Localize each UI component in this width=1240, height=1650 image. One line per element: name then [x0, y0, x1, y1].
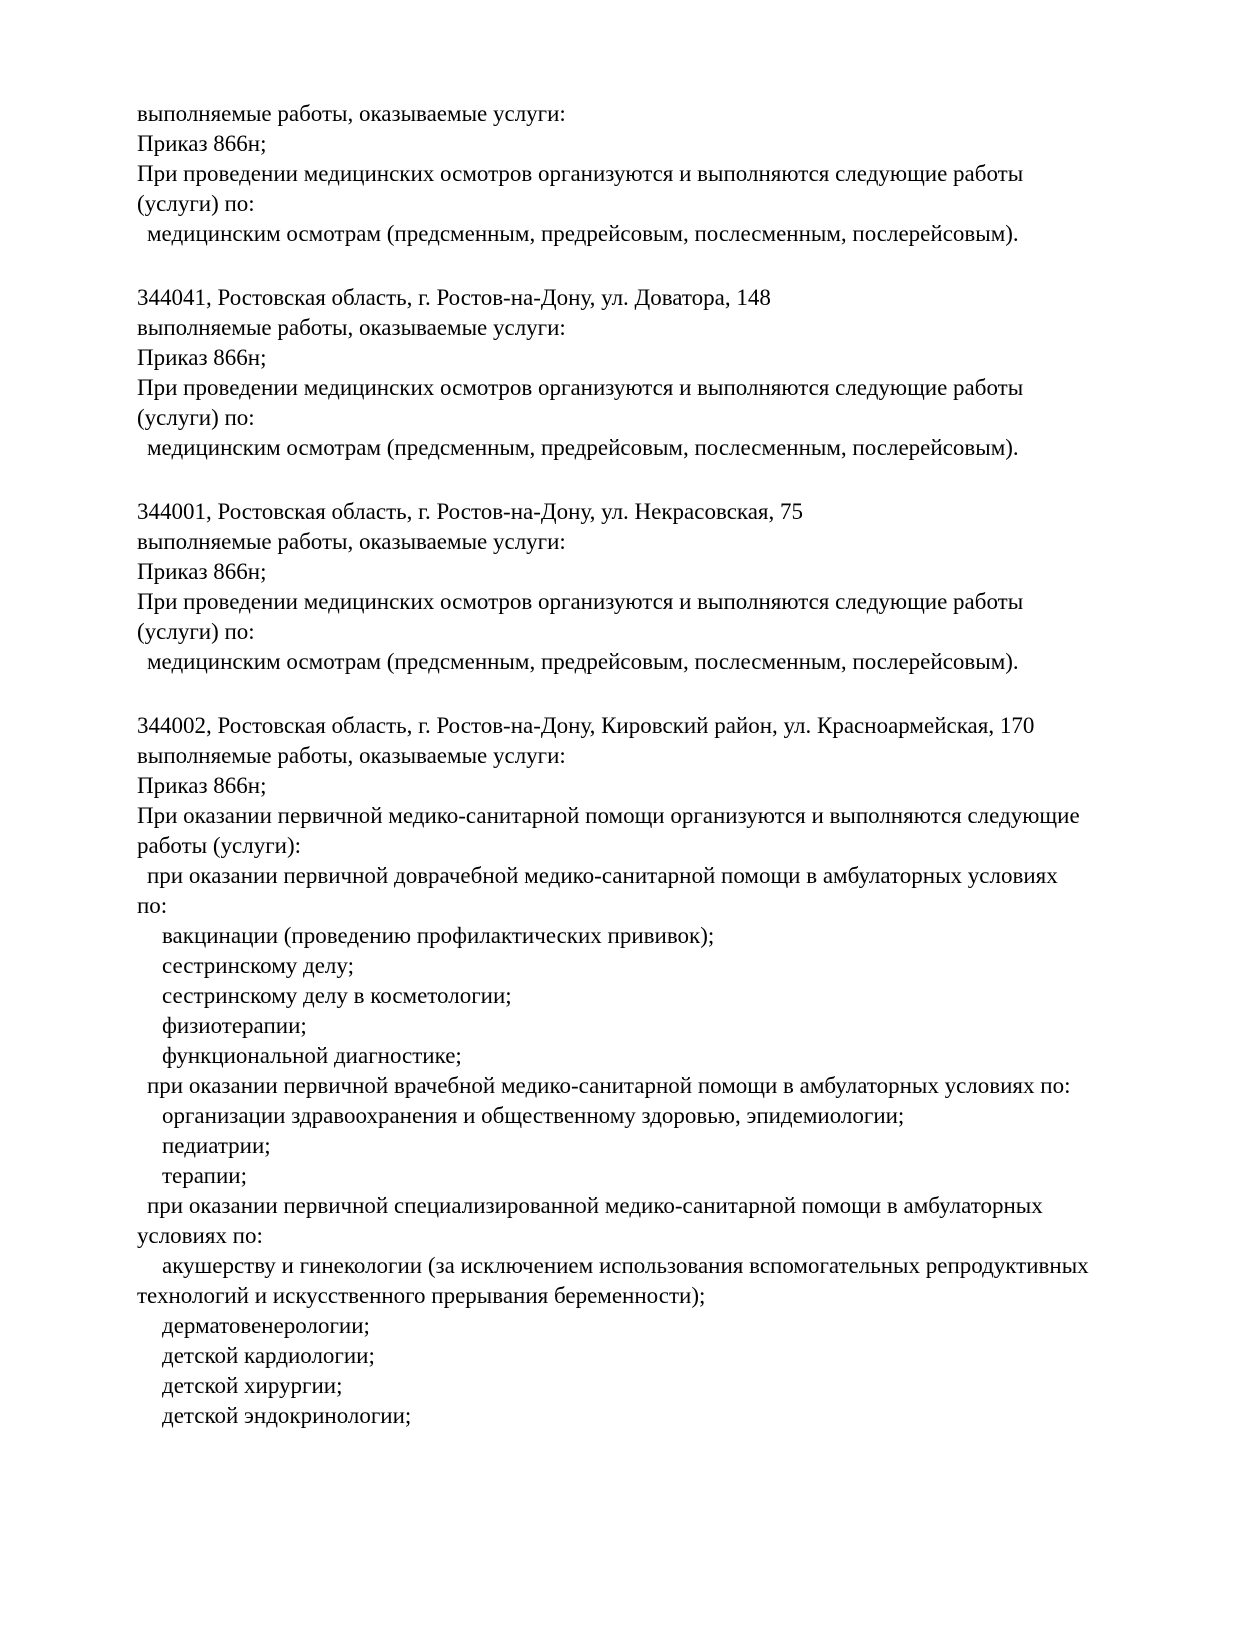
text-line: технологий и искусственного прерывания беременности); — [137, 1283, 706, 1308]
text-line: при оказании первичной доврачебной медико-санитарной помощи в амбулаторных условиях — [147, 863, 1058, 888]
text-line: при оказании первичной специализированной медико-санитарной помощи в амбулаторных — [147, 1193, 1043, 1218]
text-line: детской эндокринологии; — [162, 1403, 412, 1428]
address-line: 344041, Ростовская область, г. Ростов-на-Дону, ул. Доватора, 148 — [137, 285, 771, 310]
address-line: 344001, Ростовская область, г. Ростов-на-Дону, ул. Некрасовская, 75 — [137, 499, 804, 524]
text-line: медицинским осмотрам (предсменным, предрейсовым, послесменным, послерейсовым). — [147, 221, 1019, 246]
text-line: Приказ 866н; — [137, 131, 267, 156]
text-line: При проведении медицинских осмотров организуются и выполняются следующие работы — [137, 161, 1024, 186]
text-line: медицинским осмотрам (предсменным, предрейсовым, послесменным, послерейсовым). — [147, 649, 1019, 674]
text-line: выполняемые работы, оказываемые услуги: — [137, 529, 566, 554]
text-line: выполняемые работы, оказываемые услуги: — [137, 315, 566, 340]
text-line: терапии; — [162, 1163, 247, 1188]
text-line: (услуги) по: — [137, 405, 255, 430]
text-line: детской хирургии; — [162, 1373, 343, 1398]
document-section — [137, 283, 1197, 463]
text-line: Приказ 866н; — [137, 559, 267, 584]
text-line: Приказ 866н; — [137, 773, 267, 798]
text-line: дерматовенерологии; — [162, 1313, 370, 1338]
text-line: детской кардиологии; — [162, 1343, 375, 1368]
text-line: (услуги) по: — [137, 191, 255, 216]
text-line: Приказ 866н; — [137, 345, 267, 370]
text-line: При проведении медицинских осмотров организуются и выполняются следующие работы — [137, 375, 1024, 400]
text-line: акушерству и гинекологии (за исключением использования вспомогательных репродуктивных — [162, 1253, 1089, 1278]
text-line: (услуги) по: — [137, 619, 255, 644]
text-line: педиатрии; — [162, 1133, 271, 1158]
text-line: организации здравоохранения и общественному здоровью, эпидемиологии; — [162, 1103, 905, 1128]
text-line: физиотерапии; — [162, 1013, 307, 1038]
text-line: выполняемые работы, оказываемые услуги: — [137, 101, 566, 126]
text-line: выполняемые работы, оказываемые услуги: — [137, 743, 566, 768]
text-line: по: — [137, 893, 168, 918]
text-line: вакцинации (проведению профилактических прививок); — [162, 923, 715, 948]
text-line: При оказании первичной медико-санитарной помощи организуются и выполняются следующие — [137, 803, 1080, 828]
document-section — [137, 99, 1197, 249]
document-section — [137, 497, 1197, 677]
text-line: сестринскому делу в косметологии; — [162, 983, 512, 1008]
document-section — [137, 711, 1197, 1431]
text-line: сестринскому делу; — [162, 953, 354, 978]
text-line: работы (услуги): — [137, 833, 301, 858]
document-content — [137, 99, 1197, 1431]
text-line: условиях по: — [137, 1223, 263, 1248]
address-line: 344002, Ростовская область, г. Ростов-на-Дону, Кировский район, ул. Красноармейская, 170 — [137, 713, 1035, 738]
text-line: функциональной диагностике; — [162, 1043, 462, 1068]
text-line: при оказании первичной врачебной медико-санитарной помощи в амбулаторных условиях по: — [147, 1073, 1071, 1098]
text-line: медицинским осмотрам (предсменным, предрейсовым, послесменным, послерейсовым). — [147, 435, 1019, 460]
text-line: При проведении медицинских осмотров организуются и выполняются следующие работы — [137, 589, 1024, 614]
